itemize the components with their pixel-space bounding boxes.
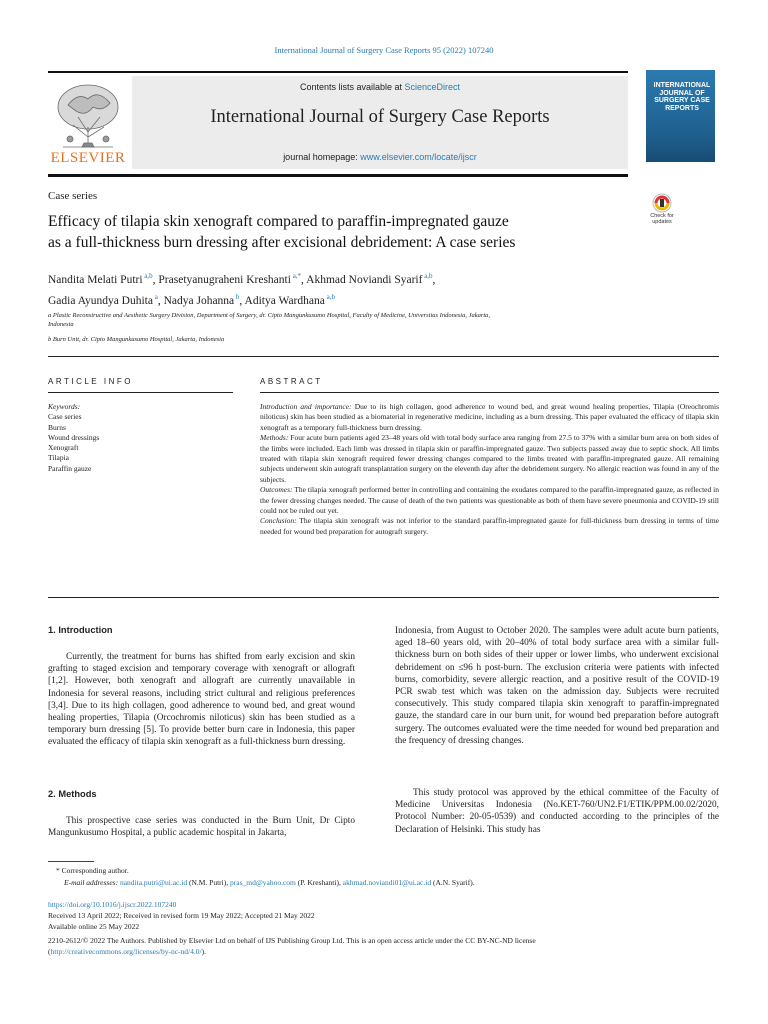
email-owner: (A.N. Syarif). (431, 878, 475, 887)
abstract-outcomes (260, 485, 719, 516)
author-affiliation-marker[interactable]: a,b (324, 292, 335, 301)
author-name: Gadia Ayundya Duhita (48, 294, 153, 307)
keyword: Xenograft (48, 443, 79, 453)
info-rule-left (48, 392, 233, 393)
authors-line-2 (48, 289, 668, 310)
license-paren-close: ). (201, 947, 206, 956)
journal-title: International Journal of Surgery Case Reports (210, 107, 550, 127)
header-top-rule (48, 71, 628, 73)
methods-paragraph: This prospective case series was conducted in the Burn Unit, Dr Cipto Mangunkusumo Hospital, a public academic hospital in Jakarta, (48, 816, 355, 839)
header-bottom-rule (48, 174, 628, 177)
keyword: Burns (48, 422, 66, 432)
doi-link[interactable]: https://doi.org/10.1016/j.ijscr.2022.107240 (48, 900, 177, 909)
abstract-methods (260, 433, 719, 485)
author-name: Nandita Melati Putri (48, 273, 143, 286)
introduction-paragraph: Currently, the treatment for burns has shifted from early excision and skin grafting to staged excision and temporary coverage with xenograft or allograft [1,2]. However, both xenograft and allograft are currently unavailable in Indonesia for several reasons, including strict cultural and religious preferences [3,4]. Due to its high collagen, good adherence to wound bed, and great wound healing properties, Tilapia (Orcochromis niloticus) skin has been studied as a temporary burn dressing [5]. To provide better burn care in Indonesia, this paper evaluated the efficacy of tilapia skin xenograft as a full-thickness burn dressing. (48, 652, 355, 748)
affiliation-a (48, 311, 648, 329)
author-name: Akhmad Noviandi Syarif (306, 273, 423, 286)
methods-continued-paragraph: Indonesia, from August to October 2020. The samples were adult acute burn patients, aged 18–60 years old, with 20–40% of total body surface area with a similar full-thickness burn on both sides of their upper or lower limbs, who underwent excisional debridement on ≤96 h post-burn. The exclusion criteria were patients with infected burns, comorbidity, severe allergic reaction, and a positive result of the COVID-19 PCR swab test which was taken on the admission day. Subjects were recruited consecutively. This study compared tilapia skin xenograft to paraffin-impregnated gauze, the standard care in our burn unit, for wound bed preparation before autograft surgery. The outcomes evaluated were the time needed for wound bed preparation and the frequency of dressing changes. (395, 626, 719, 746)
received-dates: Received 13 April 2022; Received in revised form 19 May 2022; Accepted 21 May 2022 (48, 911, 315, 920)
journal-reference[interactable]: International Journal of Surgery Case Reports 95 (2022) 107240 (274, 45, 494, 55)
abstract-methods-label: Methods: (260, 433, 289, 443)
affiliation-b: b Burn Unit, dr. Cipto Mangunkusumo Hospital, Jakarta, Indonesia (48, 336, 225, 343)
corresponding-author-note: * Corresponding author. (56, 866, 129, 875)
email-link-syarif[interactable]: akhmad.noviandi01@ui.ac.id (342, 878, 432, 887)
title-line-2: as a full-thickness burn dressing after excisional debridement: A case series (48, 234, 516, 251)
homepage-label: journal homepage: (283, 152, 361, 162)
sciencedirect-link[interactable]: ScienceDirect (404, 82, 461, 92)
author-affiliation-marker[interactable]: b (234, 292, 240, 301)
author-affiliation-marker[interactable]: a,* (290, 272, 302, 280)
abstract-outcomes-body: The tilapia xenograft performed better in controlling and containing the exudates compared to the paraffin-impregnated gauze, as reflected in the fewer dressing changes needed. The cause of death of the two patients was questionable as both of them have severe pneumonia and COVID-19 still could not be ruled out yet. (260, 485, 719, 516)
footnote-rule (48, 861, 94, 862)
affiliation-a-line-2: Indonesia (48, 321, 74, 328)
author-separator: , (239, 294, 245, 307)
email-owner: (N.M. Putri), (187, 878, 230, 887)
section-1-heading: 1. Introduction (48, 625, 113, 635)
author-name: Nadya Johanna (163, 294, 235, 307)
info-top-rule (48, 356, 719, 357)
license-link[interactable]: http://creativecommons.org/licenses/by-nc-nd/4.0/ (50, 947, 202, 956)
abstract-heading: ABSTRACT (260, 377, 323, 386)
author-affiliation-marker[interactable]: a,b (142, 272, 153, 280)
email-link-putri[interactable]: nandita.putri@ui.ac.id (119, 878, 188, 887)
keyword: Tilapia (48, 453, 69, 463)
article-title (48, 211, 648, 253)
section-2-heading: 2. Methods (48, 789, 97, 799)
author-name: Prasetyanugraheni Kreshanti (158, 273, 291, 286)
abstract-text (260, 402, 719, 537)
keywords-label: Keywords: (48, 402, 81, 411)
license-line-2 (48, 946, 728, 957)
elsevier-wordmark: ELSEVIER (50, 150, 126, 166)
ethics-paragraph: This study protocol was approved by the ethical committee of the Faculty of Medicine Universitas Indonesia (No.KET-760/UN2.F1/ETIK/PPM.00.02/2020, Protocol Number: 20-05-0539) and conducted according to the principles of the Declaration of Helsinki. This study has (395, 788, 719, 835)
email-owner: (P. Kreshanti), (295, 878, 343, 887)
license-line-1: 2210-2612/© 2022 The Authors. Published by Elsevier Ltd on behalf of IJS Publishing Group Ltd. This is an open access article under the CC BY-NC-ND license (48, 936, 536, 945)
author-affiliation-marker[interactable]: a (152, 292, 158, 301)
author-separator: , (157, 294, 164, 307)
author-list (48, 268, 668, 310)
license-paren-open: ( (48, 947, 51, 956)
title-line-1: Efficacy of tilapia skin xenograft compared to paraffin-impregnated gauze (48, 213, 509, 230)
available-online-date: Available online 25 May 2022 (48, 922, 140, 931)
contents-line (132, 82, 628, 92)
keyword: Paraffin gauze (48, 463, 92, 473)
check-for-updates-label[interactable]: Check for updates (650, 213, 674, 225)
keyword: Wound dressings (48, 432, 100, 442)
author-separator: , (432, 273, 436, 286)
abstract-conclusion-label: Conclusion: (260, 516, 297, 526)
journal-homepage-line (132, 152, 628, 162)
info-rule-right (260, 392, 719, 393)
author-affiliation-marker[interactable]: a,b (422, 272, 433, 280)
author-separator: , (152, 273, 159, 286)
author-name: Aditya Wardhana (244, 294, 325, 307)
contents-prefix: Contents lists available at (299, 82, 405, 92)
abstract-methods-body: Four acute burn patients aged 23–48 years old with total body surface area ranging from 27.5 to 37% with a similar burn area on both sides of the limbs were included. Each limb was dressed in tilapia skin or paraffin-impregnated gauze. Two subjects passed away due to septic shock. All limbs treated with tilapia skin xenograft required fewer dressing changes compared to the limbs treated with paraffin-impregnated gauze. All remaining subjects underwent skin autograft transplantation surgery on the eleventh day after the debridement surgery. No allergic reaction was found in any of the subjects. (260, 433, 719, 484)
article-info-heading: ARTICLE INFO (48, 377, 133, 386)
keywords-block (48, 402, 233, 474)
email-link-kreshanti[interactable]: pras_md@yahoo.com (230, 878, 296, 887)
authors-line-1 (48, 268, 668, 289)
author-separator: , (301, 273, 307, 286)
abstract-bottom-rule (48, 597, 719, 598)
abstract-intro-body: Due to its high collagen, good adherence to wound bed, and great wound healing properties, Tilapia (Oreochromis niloticus) skin has been studied as a biomaterial in regenerative medicine, including as a burn dressing. This paper evaluated the efficacy of tilapia skin xenograft as a temporary full-thickness burn dressing. (260, 402, 719, 432)
abstract-conclusion-body: The tilapia skin xenograft was not inferior to the standard paraffin-impregnated gauze for full-thickness burn dressing in terms of time needed for wound bed preparation for autograft surgery. (260, 516, 719, 536)
email-label: E-mail addresses: (64, 878, 120, 887)
keyword: Case series (48, 412, 82, 422)
abstract-intro-label: Introduction and importance: (260, 402, 352, 411)
affiliation-a-line-1: a Plastic Reconstructive and Aesthetic Surgery Division, Department of Surgery, dr. Cipto Mangunkusumo Hospital, Faculty of Medicine, Universitas Indonesia, Jakarta, (48, 312, 491, 319)
abstract-conclusion (260, 516, 719, 537)
homepage-link[interactable]: www.elsevier.com/locate/ijscr (360, 152, 477, 162)
journal-cover-title: INTERNATIONAL JOURNAL OF SURGERY CASE REPORTS (653, 82, 711, 112)
article-type: Case series (48, 190, 98, 202)
abstract-introduction (260, 402, 719, 433)
abstract-outcomes-label: Outcomes: (260, 485, 293, 495)
email-addresses (48, 877, 744, 888)
